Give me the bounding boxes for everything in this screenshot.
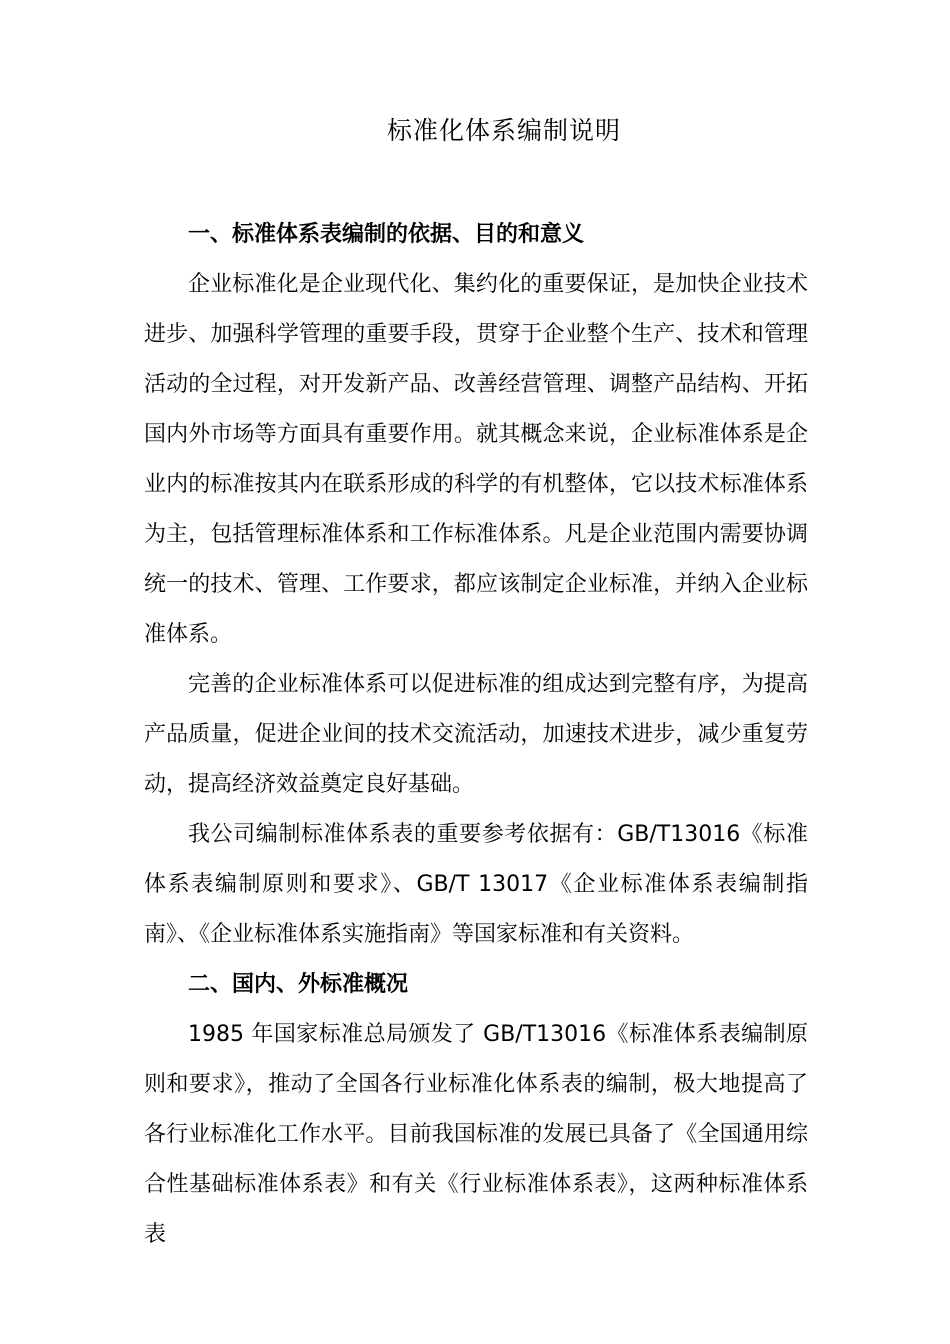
section-heading-1: 一、标准体系表编制的依据、目的和意义 [188, 222, 585, 247]
paragraph: 1985 年国家标准总局颁发了 GB/T13016《标准体系表编制原则和要求》，推动了全国各行业标准化体系表的编制，极大地提高了各行业标准化工作水平。目前我国标准的发展已具备了《全国通用综合性基础标准体系表》和有关《行业标准体系表》，这两种标准体系表 [144, 1022, 808, 1247]
paragraph: 企业标准化是企业现代化、集约化的重要保证，是加快企业技术进步、加强科学管理的重要手段，贯穿于企业整个生产、技术和管理活动的全过程，对开发新产品、改善经营管理、调整产品结构、开拓国内外市场等方面具有重要作用。就其概念来说，企业标准体系是企业内的标准按其内在联系形成的科学的有机整体，它以技术标准体系为主，包括管理标准体系和工作标准体系。凡是企业范围内需要协调统一的技术、管理、工作要求，都应该制定企业标准，并纳入企业标准体系。 [144, 272, 808, 647]
paragraph: 我公司编制标准体系表的重要参考依据有：GB/T13016《标准体系表编制原则和要求》、GB/T 13017《企业标准体系表编制指南》、《企业标准体系实施指南》等国家标准和有关资料。 [144, 822, 808, 947]
paragraph: 完善的企业标准体系可以促进标准的组成达到完整有序，为提高产品质量，促进企业间的技术交流活动，加速技术进步，减少重复劳动，提高经济效益奠定良好基础。 [144, 672, 808, 797]
section-heading-2: 二、国内、外标准概况 [188, 972, 409, 997]
document-body [144, 210, 808, 1260]
document-title: 标准化体系编制说明 [386, 116, 621, 145]
